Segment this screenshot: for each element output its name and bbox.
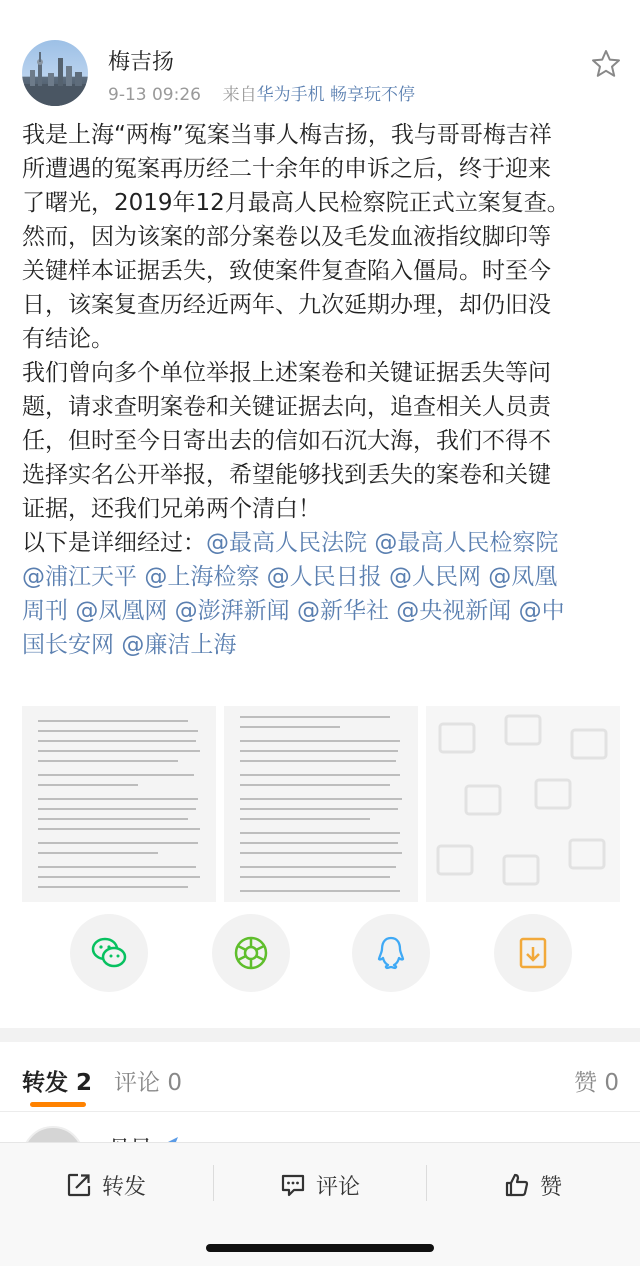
post-meta	[108, 80, 415, 105]
source-prefix: 来自	[222, 85, 257, 105]
thumbs-up-icon	[504, 1172, 530, 1198]
tab-like-count: 0	[604, 1070, 619, 1096]
post-line: 任，但时至今日寄出去的信如石沉大海，我们不得不	[22, 428, 551, 454]
favorite-star-icon[interactable]	[590, 48, 622, 80]
mention-link[interactable]: @新华社	[296, 598, 389, 624]
save-image-icon[interactable]	[494, 914, 572, 992]
share-row	[0, 914, 640, 1014]
image-placeholder[interactable]	[426, 706, 620, 902]
repost-button-label: 转发	[102, 1174, 147, 1200]
mention-link[interactable]: @最高人民法院	[206, 530, 367, 556]
repost-icon	[66, 1172, 92, 1198]
wechat-icon[interactable]	[70, 914, 148, 992]
tab-reposts[interactable]	[22, 1064, 92, 1097]
post-line: 日，该案复查历经近两年、九次延期办理，却仍旧没	[22, 292, 551, 318]
mention-link[interactable]: @廉洁上海	[121, 632, 237, 658]
mention-link[interactable]: @上海检察	[144, 564, 260, 590]
mention-link[interactable]: @凤凰网	[75, 598, 168, 624]
post-timestamp: 9-13 09:26	[108, 85, 201, 105]
post-line: 有结论。	[22, 326, 114, 352]
detail-prefix: 以下是详细经过：	[22, 530, 206, 556]
post-line: 我是上海“两梅”冤案当事人梅吉扬，我与哥哥梅吉祥	[22, 122, 552, 148]
document-image[interactable]	[224, 706, 418, 902]
post-header	[0, 0, 640, 118]
mention-link[interactable]: @人民网	[388, 564, 481, 590]
moments-icon[interactable]	[212, 914, 290, 992]
mention-link[interactable]: @最高人民检察院	[374, 530, 559, 556]
post-line: 我们曾向多个单位举报上述案卷和关键证据丢失等问	[22, 360, 551, 386]
home-indicator[interactable]	[206, 1244, 434, 1252]
post-line: 所遭遇的冤案再历经二十余年的申诉之后，终于迎来	[22, 156, 551, 182]
comment-button-label: 评论	[316, 1174, 361, 1200]
tab-like-label: 赞	[574, 1070, 597, 1096]
post-line: 然而，因为该案的部分案卷以及毛发血液指纹脚印等	[22, 224, 551, 250]
mention-link[interactable]: 国长安网	[22, 632, 114, 658]
mentions-line	[22, 628, 622, 662]
mention-link[interactable]: @凤凰	[488, 564, 558, 590]
post-line: 了曙光，2019年12月最高人民检察院正式立案复查。	[22, 190, 570, 216]
interaction-tabs	[0, 1042, 640, 1112]
repost-button[interactable]	[66, 1165, 146, 1205]
image-grid	[22, 706, 620, 902]
active-tab-indicator	[30, 1102, 86, 1107]
mention-link[interactable]: @人民日报	[266, 564, 382, 590]
post-line: 选择实名公开举报，希望能够找到丢失的案卷和关键	[22, 462, 551, 488]
mention-link[interactable]: @浦江天平	[22, 564, 137, 590]
tab-comment-label: 评论	[114, 1070, 160, 1096]
post-line: 证据，还我们兄弟两个清白！	[22, 496, 321, 522]
post-line: 题，请求查明案卷和关键证据去向，追查相关人员责	[22, 394, 551, 420]
post-source[interactable]: 华为手机 畅享玩不停	[256, 85, 416, 105]
mentions-line	[22, 560, 622, 594]
post-line: 关键样本证据丢失，致使案件复查陷入僵局。时至今	[22, 258, 551, 284]
qq-icon[interactable]	[352, 914, 430, 992]
author-avatar[interactable]	[22, 40, 88, 106]
mentions-line	[22, 526, 622, 560]
tab-likes[interactable]	[574, 1064, 619, 1097]
mention-link[interactable]: @澎湃新闻	[174, 598, 290, 624]
section-divider	[0, 1028, 640, 1042]
document-image[interactable]	[22, 706, 216, 902]
mentions-line	[22, 594, 622, 628]
tab-repost-count: 2	[76, 1070, 93, 1096]
comment-icon	[280, 1172, 306, 1198]
bar-separator	[426, 1165, 427, 1201]
mention-link[interactable]: 周刊	[22, 598, 68, 624]
tab-repost-label: 转发	[22, 1070, 68, 1096]
comment-button[interactable]	[280, 1165, 360, 1205]
mention-link[interactable]: @中	[518, 598, 565, 624]
bar-separator	[213, 1165, 214, 1201]
like-button[interactable]	[504, 1165, 562, 1205]
mention-link[interactable]: @央视新闻	[396, 598, 512, 624]
tab-comment-count: 0	[167, 1070, 182, 1096]
like-button-label: 赞	[540, 1174, 563, 1200]
tab-comments[interactable]	[114, 1064, 182, 1097]
post-body	[22, 118, 622, 662]
author-name[interactable]: 梅吉扬	[108, 50, 175, 75]
